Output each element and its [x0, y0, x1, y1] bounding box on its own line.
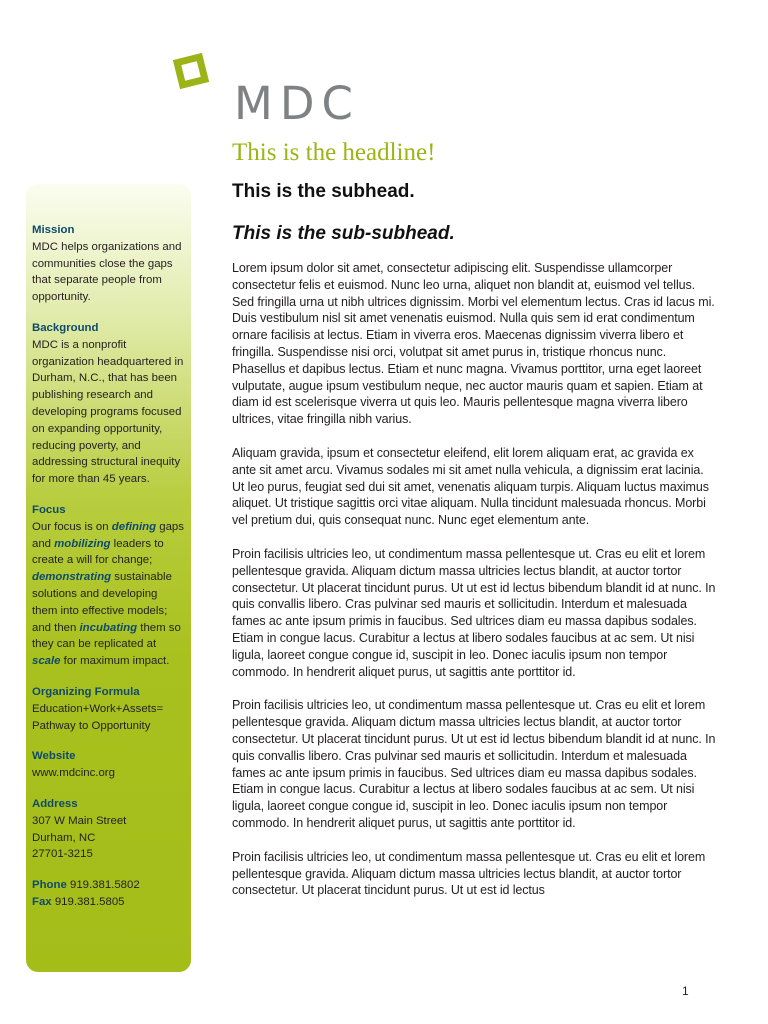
sidebar-formula: [32, 684, 185, 734]
body-paragraph: Proin facilisis ultricies leo, ut condimentum massa pellentesque ut. Cras eu elit et lorem pellentesque gravida. Aliquam dictum massa ultricies lectus blandit, at auctor tortor consectetur. Ut placerat tincidunt purus. Ut ut est id lectus bibendum blandit id at nunc. In quis convallis libero. Cras pulvinar sed mauris et sollicitudin. Interdum et malesuada fames ac ante ipsum primis in faucibus. Sed ultrices diam eu massa dapibus sodales. Etiam in congue lacus. Curabitur a lectus at libero sodales faucibus at ac sem. Ut nisi ligula, laoreet congue congue id, suscipit in leo. Donec iaculis ipsum non tempor commodo. In hendrerit aliquet purus, ut sagittis ante porttitor id.: [232, 546, 716, 679]
body-paragraph: Lorem ipsum dolor sit amet, consectetur adipiscing elit. Suspendisse ullamcorper consectetur felis et euismod. Nunc leo urna, aliquet non blandit at, euismod vel tellus. Sed fringilla urna ut nibh ultrices dignissim. Morbi vel elementum lectus. Cras id lacus mi. Duis vestibulum nisl sit amet venenatis euismod. Nulla quis sem id erat condimentum ornare facilisis at lectus. Etiam in viverra eros. Maecenas dignissim viverra libero et fringilla. Suspendisse nisi orci, volutpat sit amet purus in, tristique rhoncus nunc. Phasellus et dapibus lectus. Etiam et nunc magna. Vivamus porttitor, urna eget laoreet vulputate, augue ipsum vestibulum neque, nec auctor mauris quam et sapien. Etiam at diam id est scelerisque viverra ut quis leo. Mauris pellentesque magna viverra libero ultrices, vitae fringilla nibh varius.: [232, 261, 715, 427]
focus-text-part: leaders to create a will for change;: [32, 537, 164, 567]
formula-heading: Organizing Formula: [32, 685, 140, 698]
background-heading: Background: [32, 321, 99, 334]
website-link[interactable]: www.mdcinc.org: [32, 767, 115, 780]
body-column: [232, 260, 716, 900]
phone-row: [32, 877, 185, 894]
logo-wordmark: MDC: [234, 77, 360, 130]
sidebar-mission: [32, 222, 185, 306]
sidebar-background: [32, 320, 185, 488]
sidebar-focus: [32, 502, 185, 670]
body-paragraph: Proin facilisis ultricies leo, ut condimentum massa pellentesque ut. Cras eu elit et lorem pellentesque gravida. Aliquam dictum massa ultricies lectus blandit, at auctor tortor consectetur. Ut placerat tincidunt purus. Ut ut est id lectus bibendum blandit id at nunc. In quis convallis libero. Cras pulvinar sed mauris et sollicitudin. Interdum et malesuada fames ac ante ipsum primis in faucibus. Sed ultrices diam eu massa dapibus sodales. Etiam in congue lacus. Curabitur a lectus at libero sodales faucibus at ac sem. Ut nisi ligula, laoreet congue congue id, suscipit in leo. Donec iaculis ipsum non tempor commodo. In hendrerit aliquet purus, ut sagittis ante porttitor id.: [232, 698, 716, 830]
sidebar-address: [32, 796, 185, 863]
focus-emphasis: mobilizing: [54, 537, 111, 550]
fax-number: 919.381.5805: [54, 895, 125, 908]
address-line: Durham, NC: [32, 831, 96, 844]
phone-number: 919.381.5802: [69, 879, 140, 892]
website-heading: Website: [32, 750, 76, 763]
fax-row: [32, 894, 185, 911]
focus-text-part: them so they can be replicated at: [32, 621, 181, 651]
address-line: 27701-3215: [32, 848, 93, 861]
mission-heading: Mission: [32, 224, 75, 236]
sidebar-contact: [32, 877, 185, 911]
focus-emphasis: defining: [111, 520, 157, 533]
logo-square-icon: [173, 53, 209, 89]
focus-text: [32, 519, 185, 670]
formula-line: Pathway to Opportunity: [32, 719, 151, 732]
background-text: MDC is a nonprofit organization headquartered in Durham, N.C., that has been publishing research and developing programs focused on expanding opportunity, reducing poverty, and addressing structural inequity for more than 45 years.: [32, 338, 184, 486]
page-number: 1: [682, 984, 689, 998]
body-paragraph: Proin facilisis ultricies leo, ut condimentum massa pellentesque ut. Cras eu elit et lorem pellentesque gravida. Aliquam dictum massa ultricies lectus blandit, at auctor tortor consectetur. Ut placerat tincidunt purus. Ut ut est id lectus: [232, 849, 706, 898]
fax-label: Fax: [32, 895, 52, 908]
sidebar-website: [32, 748, 185, 782]
body-paragraph: Aliquam gravida, ipsum et consectetur eleifend, elit lorem aliquam erat, ac gravida ex ante sit amet arcu. Vivamus sodales mi sit amet nulla vehicula, a dignissim erat lacinia. Ut leo purus, feugiat sed dui sit amet, venenatis aliquam turpis. Aliquam luctus maximus aliquet. Ut tristique sagittis orci vitae aliquam. Nulla tincidunt malesuada rhoncus. Morbi vel pretium dui, quis consequat nunc. Nunc eget elementum ante.: [232, 445, 709, 528]
headline: This is the headline!: [232, 139, 436, 166]
sub-subhead: This is the sub-subhead.: [232, 223, 455, 244]
focus-text-part: gaps and: [32, 520, 184, 550]
sidebar: [26, 184, 191, 972]
focus-emphasis: demonstrating: [32, 571, 112, 584]
focus-text-part: Our focus is on: [32, 520, 112, 533]
focus-heading: Focus: [32, 503, 66, 516]
phone-label: Phone: [32, 879, 67, 892]
subhead: This is the subhead.: [232, 181, 415, 202]
mission-text: MDC helps organizations and communities close the gaps that separate people from opportunity.: [32, 240, 182, 304]
address-line: 307 W Main Street: [32, 814, 127, 827]
address-heading: Address: [32, 797, 78, 810]
focus-text-part: for maximum impact.: [60, 655, 170, 668]
focus-text-part: sustainable solutions and developing them into effective models; and then: [32, 571, 172, 634]
focus-emphasis: scale: [32, 655, 61, 668]
formula-line: Education+Work+Assets=: [32, 702, 164, 715]
focus-emphasis: incubating: [79, 621, 138, 634]
